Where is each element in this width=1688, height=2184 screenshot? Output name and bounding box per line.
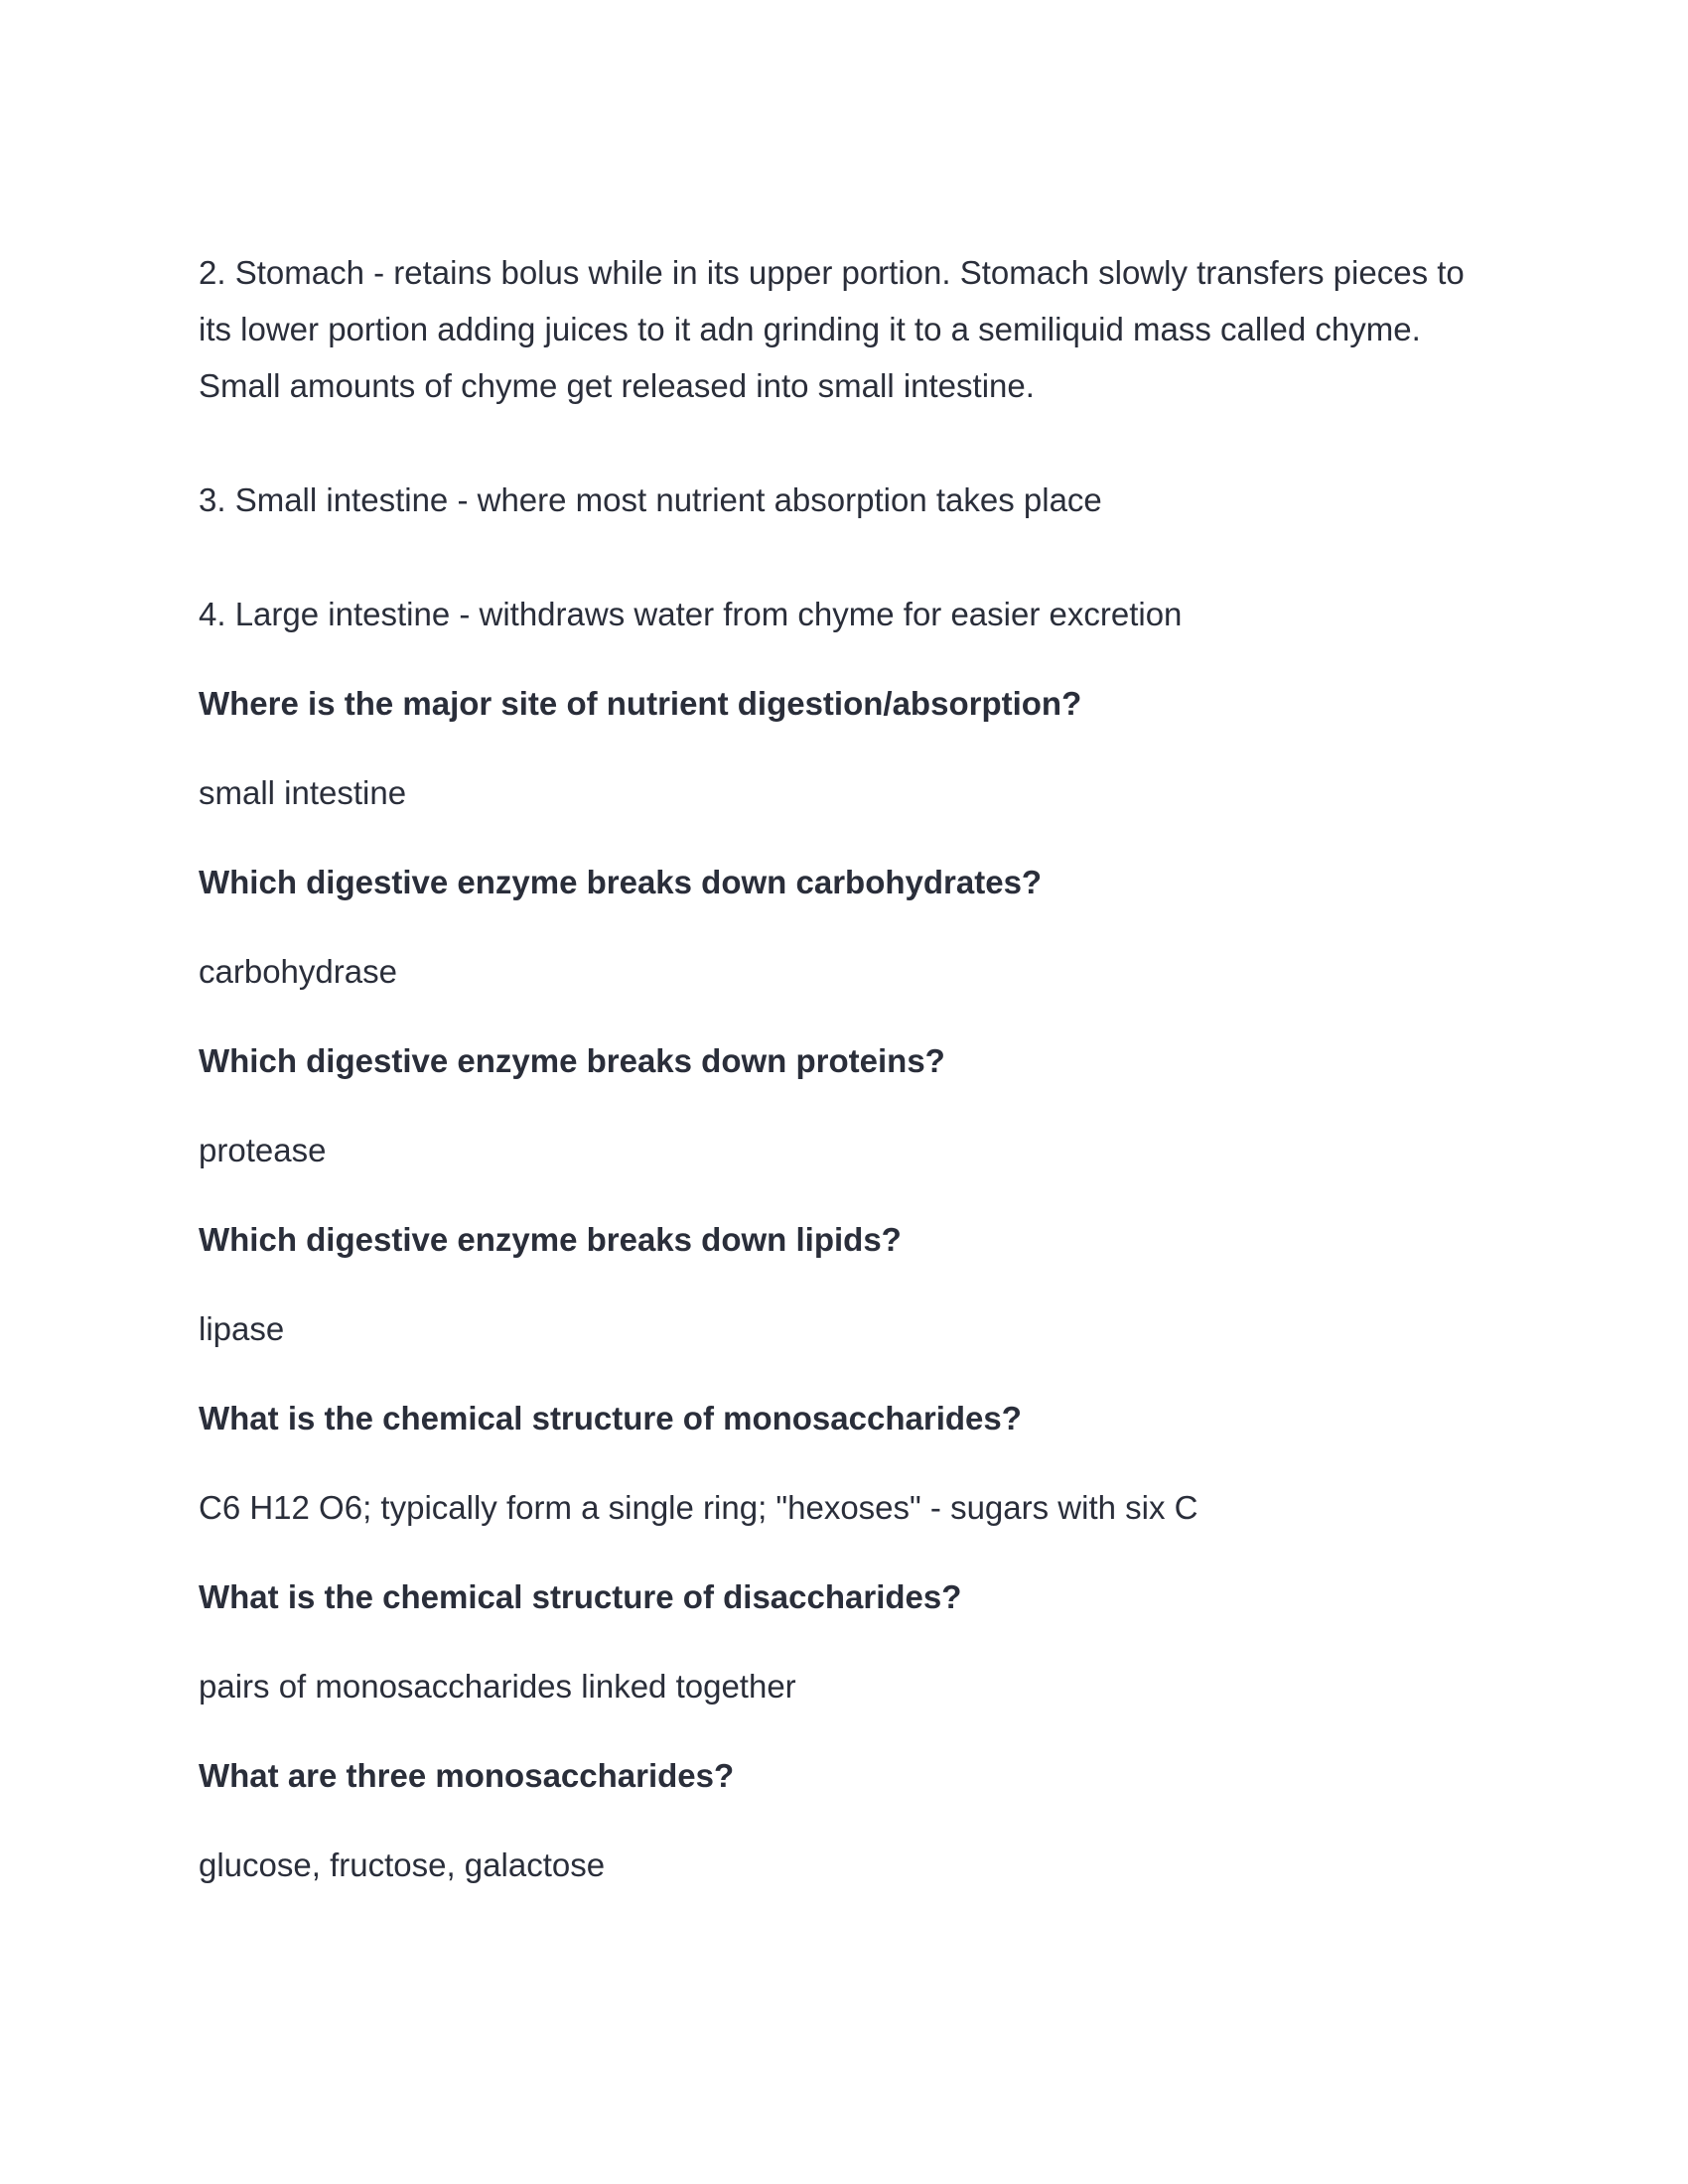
question-text: What is the chemical structure of monosaccharides? <box>199 1400 1022 1436</box>
question-text: What is the chemical structure of disaccharides? <box>199 1578 962 1615</box>
qa-item <box>199 1211 1489 1357</box>
qa-item <box>199 675 1489 821</box>
step-large-intestine: 4. Large intestine - withdraws water from chyme for easier excretion <box>199 596 1183 632</box>
question-text: What are three monosaccharides? <box>199 1757 735 1794</box>
answer-text: C6 H12 O6; typically form a single ring; "hexoses" - sugars with six C <box>199 1489 1198 1526</box>
qa-item <box>199 1032 1489 1178</box>
answer-text: small intestine <box>199 774 407 811</box>
answer-text: pairs of monosaccharides linked together <box>199 1668 796 1705</box>
answer-text: glucose, fructose, galactose <box>199 1846 606 1883</box>
qa-item <box>199 854 1489 1000</box>
qa-item <box>199 1747 1489 1893</box>
step-stomach: 2. Stomach - retains bolus while in its upper portion. Stomach slowly transfers pieces to its lower portion adding juices to it adn grinding it to a semiliquid mass called chyme. Small amounts of chyme get released into small intestine. <box>199 254 1465 404</box>
qa-item <box>199 1390 1489 1536</box>
answer-text: protease <box>199 1132 327 1168</box>
question-text: Which digestive enzyme breaks down proteins? <box>199 1042 945 1079</box>
question-text: Which digestive enzyme breaks down carbohydrates? <box>199 864 1043 900</box>
document-content <box>199 244 1489 1926</box>
step-small-intestine: 3. Small intestine - where most nutrient absorption takes place <box>199 481 1102 518</box>
answer-text: lipase <box>199 1310 285 1347</box>
answer-text: carbohydrase <box>199 953 397 990</box>
question-text: Where is the major site of nutrient digestion/absorption? <box>199 685 1082 722</box>
question-text: Which digestive enzyme breaks down lipids? <box>199 1221 902 1258</box>
qa-item <box>199 1569 1489 1714</box>
